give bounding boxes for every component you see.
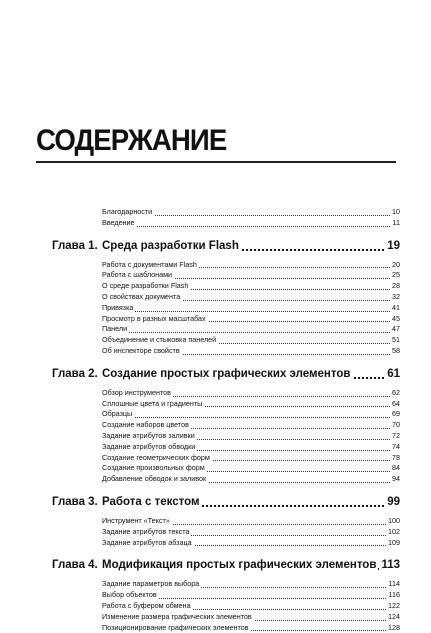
toc-entry-page: 11 <box>392 217 400 227</box>
toc-entry-page: 58 <box>392 345 400 355</box>
toc-entry <box>0 474 431 485</box>
toc-entry-title: Панели <box>102 324 128 334</box>
chapter-entries <box>0 388 431 485</box>
toc-entry-title: Благодарности <box>102 207 153 216</box>
toc-entry-page: 62 <box>392 387 400 397</box>
toc-entry-title: Создание геометрических форм <box>102 452 210 462</box>
toc-entry <box>0 335 431 346</box>
toc-entry <box>0 260 431 271</box>
chapter-heading <box>0 491 431 513</box>
toc-entry-title: О свойствах документа <box>102 291 181 301</box>
toc-entry-page: 74 <box>392 441 400 451</box>
chapter-entries <box>0 579 431 633</box>
toc-entry <box>0 527 431 538</box>
chapter-page: 19 <box>385 235 400 257</box>
toc-entry-page: 28 <box>392 281 400 291</box>
toc-entry-page: 109 <box>388 537 400 547</box>
toc-entry-title: Работа с шаблонами <box>102 270 173 280</box>
toc-entry-title: Работа с документами Flash <box>102 259 197 269</box>
toc-entry-title: Создание наборов цветов <box>102 420 189 430</box>
toc-entry-title: Инструмент «Текст» <box>102 515 170 525</box>
chapter-heading <box>0 363 431 385</box>
title-rule <box>36 161 396 163</box>
toc-entry-title: Объединение и стыковка панелей <box>102 335 217 345</box>
chapter-heading <box>0 554 431 576</box>
chapter-heading <box>0 235 431 257</box>
toc-entry <box>0 314 431 325</box>
toc-entry-title: Добавление обводок и заливок <box>102 474 207 484</box>
toc-entry-page: 102 <box>388 526 400 536</box>
chapter-title: Среда разработки Flash <box>102 235 241 257</box>
page-title: СОДЕРЖАНИЕ <box>36 124 227 157</box>
dot-leader <box>102 226 400 227</box>
toc-entry <box>0 442 431 453</box>
toc-entry-title: Задание параметров выбора <box>102 579 200 589</box>
toc-entry-title: Задание атрибутов заливки <box>102 430 195 440</box>
chapter-label: Глава 3. <box>52 495 98 508</box>
toc-entry <box>0 207 431 218</box>
toc-entry-page: 116 <box>388 590 400 600</box>
chapter-label: Глава 2. <box>52 367 98 380</box>
toc-entry-title: Создание произвольных форм <box>102 463 205 473</box>
chapter-page: 99 <box>385 491 400 513</box>
toc-entry-page: 84 <box>392 463 400 473</box>
toc-entry <box>0 612 431 623</box>
toc-entry-page: 45 <box>392 313 400 323</box>
toc-entry <box>0 324 431 335</box>
toc-entry-page: 10 <box>392 207 400 216</box>
toc-entry-title: Сплошные цвета и градиенты <box>102 398 203 408</box>
toc-entry-title: Задание атрибутов абзаца <box>102 537 192 547</box>
toc-entry <box>0 281 431 292</box>
toc-entry-page: 128 <box>388 622 400 632</box>
chapter-title: Модификация простых графических элементов <box>102 554 378 576</box>
toc-entry-page: 100 <box>388 515 400 525</box>
chapter-entries <box>0 516 431 548</box>
toc-entry <box>0 453 431 464</box>
toc-entry-page: 94 <box>392 474 400 484</box>
toc-entry-title: Введение <box>102 217 135 227</box>
toc-entry-page: 114 <box>388 579 400 589</box>
chapter-page: 61 <box>385 363 400 385</box>
toc-entry-title: Привязка <box>102 302 134 312</box>
toc-entry-title: Обзор инструментов <box>102 387 171 397</box>
toc-entry-page: 124 <box>388 611 400 621</box>
dot-leader <box>102 332 400 333</box>
toc-entry <box>0 601 431 612</box>
toc-entry <box>0 409 431 420</box>
toc-entry-page: 64 <box>392 398 400 408</box>
toc-entry <box>0 218 431 229</box>
toc-entry-title: Изменение размера графических элементов <box>102 611 252 621</box>
toc-entry-title: Работа с буфером обмена <box>102 600 191 610</box>
toc-entry <box>0 270 431 281</box>
toc-entry <box>0 516 431 527</box>
toc-entry-page: 51 <box>392 335 400 345</box>
toc-entry <box>0 623 431 633</box>
toc-entry-title: Задание атрибутов текста <box>102 526 190 536</box>
toc-entry-page: 25 <box>392 270 400 280</box>
toc-entry <box>0 420 431 431</box>
chapter-page: 113 <box>379 554 400 576</box>
toc-entry <box>0 463 431 474</box>
toc-entry-title: Об инспекторе свойств <box>102 345 180 355</box>
toc-entry <box>0 346 431 357</box>
toc-entry-page: 32 <box>392 291 400 301</box>
toc-entry-title: О среде разработки Flash <box>102 281 189 291</box>
toc-entry-page: 78 <box>392 452 400 462</box>
toc-entry-title: Просмотр в разных масштабах <box>102 313 206 323</box>
table-of-contents <box>0 207 431 633</box>
toc-entry <box>0 431 431 442</box>
dot-leader <box>102 311 400 312</box>
toc-entry <box>0 538 431 549</box>
toc-entry-page: 72 <box>392 430 400 440</box>
toc-entry-page: 41 <box>392 302 400 312</box>
toc-entry <box>0 399 431 410</box>
chapter-label: Глава 4. <box>52 559 98 572</box>
toc-entry-title: Образцы <box>102 409 133 419</box>
toc-entry <box>0 579 431 590</box>
toc-entry <box>0 388 431 399</box>
toc-entry <box>0 303 431 314</box>
chapter-entries <box>0 260 431 357</box>
toc-entry <box>0 590 431 601</box>
toc-entry-page: 47 <box>392 324 400 334</box>
toc-entry-page: 122 <box>388 600 400 610</box>
toc-entry-page: 20 <box>392 259 400 269</box>
toc-entry-page: 69 <box>392 409 400 419</box>
toc-entry-title: Задание атрибутов обводки <box>102 441 196 451</box>
dot-leader <box>102 417 400 418</box>
chapter-label: Глава 1. <box>52 239 98 252</box>
toc-entry-page: 70 <box>392 420 400 430</box>
chapter-title: Создание простых графических элементов <box>102 363 352 385</box>
chapter-title: Работа с текстом <box>102 491 201 513</box>
toc-entry-title: Позиционирование графических элементов <box>102 622 249 632</box>
toc-entry-title: Выбор объектов <box>102 590 157 600</box>
toc-entry <box>0 292 431 303</box>
